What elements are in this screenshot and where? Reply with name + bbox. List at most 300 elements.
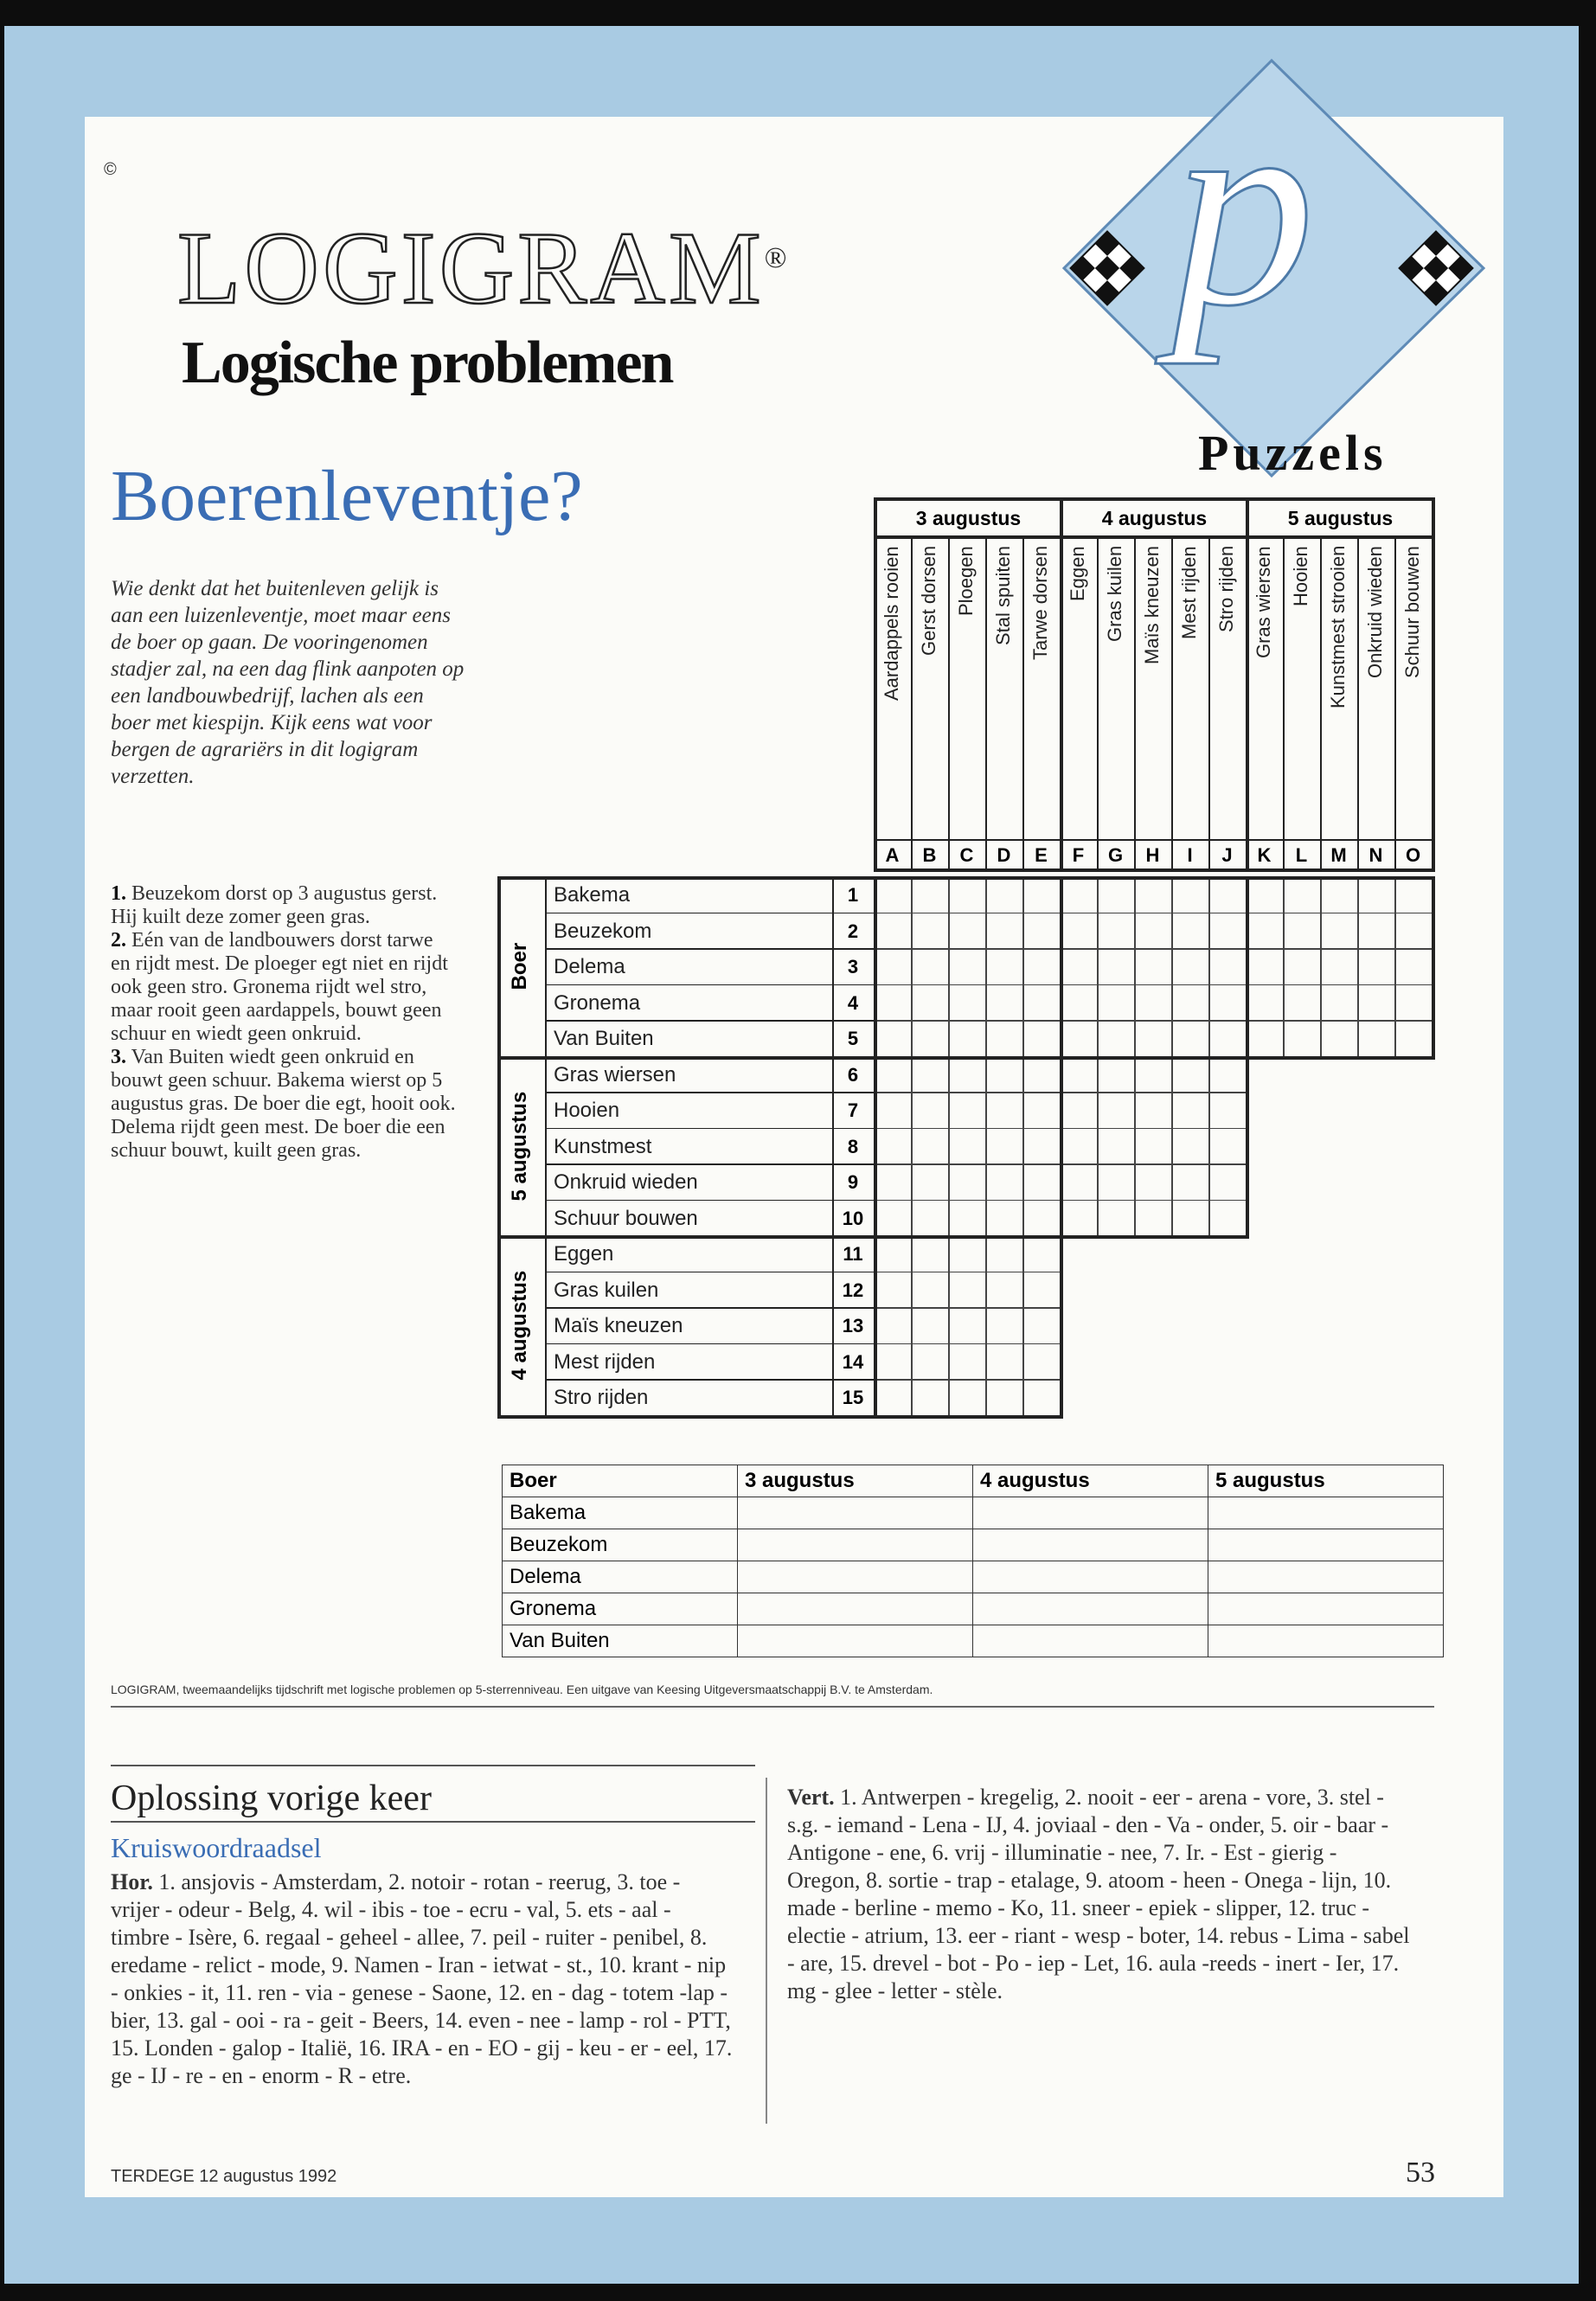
grid-cell[interactable]	[1208, 948, 1247, 985]
grid-cell[interactable]	[1320, 913, 1359, 950]
column-separator	[1134, 539, 1136, 870]
grid-cell[interactable]	[985, 1056, 1024, 1093]
grid-cell[interactable]	[1097, 1056, 1136, 1093]
grid-cell[interactable]	[1171, 1092, 1210, 1129]
solution-row-label: Delema	[503, 1561, 738, 1593]
grid-cell[interactable]	[1022, 1272, 1061, 1309]
grid-cell[interactable]	[1357, 1020, 1396, 1057]
grid-cell[interactable]	[911, 984, 950, 1022]
publisher-footnote: LOGIGRAM, tweemaandelijks tijdschrift met logische problemen op 5-sterrenniveau. Een uitgave van Keesing Uitgeversmaatschappij B.V. te Amsterdam.	[111, 1682, 933, 1696]
column-label: Aardappels rooien	[881, 546, 902, 701]
grid-cell[interactable]	[1022, 1092, 1061, 1129]
grid-cell[interactable]	[1097, 1200, 1136, 1237]
row-group-separator	[545, 1235, 547, 1415]
grid-cell[interactable]	[1171, 1020, 1210, 1057]
grid-cell[interactable]	[1394, 984, 1433, 1022]
grid-cell[interactable]	[874, 1307, 913, 1344]
column-label: Ploegen	[955, 546, 977, 616]
grid-cell[interactable]	[874, 1092, 913, 1129]
grid-cell[interactable]	[911, 1379, 950, 1416]
answer-cell[interactable]	[1208, 1497, 1444, 1529]
grid-cell[interactable]	[1134, 913, 1173, 950]
column-letter: G	[1107, 844, 1124, 866]
column-separator	[985, 539, 987, 870]
divider	[111, 1706, 1434, 1708]
column-separator	[1022, 539, 1024, 870]
grid-cell[interactable]	[948, 913, 987, 950]
grid-cell[interactable]	[985, 1235, 1024, 1272]
row-number: 9	[847, 1171, 859, 1193]
grid-cell[interactable]	[911, 1307, 950, 1344]
grid-cell[interactable]	[1097, 876, 1136, 913]
grid-cell[interactable]	[874, 1128, 913, 1165]
row-label: Onkruid wieden	[554, 1170, 698, 1194]
row-group-separator	[545, 876, 547, 1056]
grid-cell[interactable]	[985, 1128, 1024, 1165]
grid-cell[interactable]	[1394, 948, 1433, 985]
answer-cell[interactable]	[973, 1625, 1208, 1657]
grid-cell[interactable]	[1208, 984, 1247, 1022]
divider	[111, 1765, 755, 1766]
col-group-header: 5 augustus	[1246, 497, 1435, 539]
grid-cell[interactable]	[1208, 1020, 1247, 1057]
grid-cell[interactable]	[1171, 984, 1210, 1022]
brand-word: Puzzels	[1198, 425, 1388, 481]
grid-cell[interactable]	[1171, 1163, 1210, 1201]
grid-cell[interactable]	[948, 1020, 987, 1057]
column-letter: F	[1072, 844, 1085, 866]
row-number: 10	[842, 1207, 864, 1229]
row-group-label: Boer	[508, 942, 531, 990]
grid-cell[interactable]	[1022, 1307, 1061, 1344]
answer-cell[interactable]	[1208, 1529, 1444, 1561]
grid-cell[interactable]	[1246, 1020, 1285, 1057]
solution-row	[503, 1625, 1444, 1657]
column-separator	[1171, 539, 1173, 870]
grid-cell[interactable]	[985, 1307, 1024, 1344]
grid-cell[interactable]	[985, 948, 1024, 985]
row-group-label: 4 augustus	[508, 1270, 531, 1381]
solution-row	[503, 1593, 1444, 1625]
grid-cell[interactable]	[911, 1235, 950, 1272]
row-label: Bakema	[554, 883, 631, 907]
logigram-logo: LOGIGRAM®	[177, 210, 791, 325]
solution-row-label: Bakema	[503, 1497, 738, 1529]
puzzle-intro: Wie denkt dat het buitenleven gelijk is aan een luizenleventje, moet maar eens de boer op gaan. De vooringenomen stadjer zal, na een dag flink aanpoten op een landbouwbedrijf, lachen als een boer met kiespijn. Kijk eens wat voor bergen de agrariërs in dit logigram verzetten.	[111, 577, 465, 788]
grid-cell[interactable]	[1171, 913, 1210, 950]
grid-cell[interactable]	[1022, 1379, 1061, 1416]
page-footer: TERDEGE 12 augustus 1992	[111, 2167, 337, 2186]
row-number: 4	[847, 991, 859, 1014]
clue-3: 3. Van Buiten wiedt geen onkruid en bouwt geen schuur. Bakema wierst op 5 augustus gras. De boer die egt, hooit ook. Delema rijdt geen mest. De boer die een schuur bouwt, kuilt geen gras.	[111, 1046, 456, 1162]
grid-cell[interactable]	[1394, 876, 1433, 913]
grid-cell[interactable]	[1283, 876, 1322, 913]
grid-cell[interactable]	[1208, 1128, 1247, 1165]
grid-cell[interactable]	[1283, 984, 1322, 1022]
grid-cell[interactable]	[1097, 984, 1136, 1022]
grid-cell[interactable]	[1022, 984, 1061, 1022]
grid-cell[interactable]	[911, 1163, 950, 1201]
column-separator	[911, 539, 913, 870]
column-letter: C	[959, 844, 974, 866]
grid-cell[interactable]	[985, 913, 1024, 950]
grid-cell[interactable]	[948, 1379, 987, 1416]
answer-cell[interactable]	[1208, 1561, 1444, 1593]
column-letter: O	[1405, 844, 1421, 866]
column-letter: D	[997, 844, 1011, 866]
row-label: Beuzekom	[554, 919, 652, 943]
col-group-header: 3 augustus	[874, 497, 1063, 539]
grid-cell[interactable]	[1134, 1092, 1173, 1129]
grid-cell[interactable]	[1320, 1020, 1359, 1057]
column-label: Tarwe dorsen	[1029, 546, 1051, 661]
column-separator	[1394, 539, 1396, 870]
grid-cell[interactable]	[948, 1128, 987, 1165]
column-separator	[1208, 539, 1210, 870]
row-separator	[545, 1200, 874, 1202]
grid-cell[interactable]	[1357, 913, 1396, 950]
answer-cell[interactable]	[1208, 1625, 1444, 1657]
grid-cell[interactable]	[1060, 1092, 1099, 1129]
solution-header-row	[503, 1465, 1444, 1497]
grid-cell[interactable]	[985, 1163, 1024, 1201]
row-separator	[545, 948, 874, 950]
header-5-augustus: 5 augustus	[1208, 1465, 1444, 1497]
column-label: Eggen	[1067, 546, 1088, 601]
grid-cell[interactable]	[1357, 876, 1396, 913]
row-number: 11	[843, 1243, 863, 1265]
brand-letter: p	[1172, 49, 1315, 365]
row-label: Stro rijden	[554, 1386, 649, 1409]
row-separator	[545, 1092, 874, 1093]
grid-cell[interactable]	[1246, 984, 1285, 1022]
grid-cell[interactable]	[1134, 1020, 1173, 1057]
column-divider	[766, 1778, 767, 2124]
grid-cell[interactable]	[1060, 948, 1099, 985]
row-label: Gras wiersen	[554, 1062, 676, 1086]
grid-cell[interactable]	[948, 1163, 987, 1201]
column-separator	[1320, 539, 1322, 870]
column-letter: N	[1368, 844, 1383, 866]
grid-cell[interactable]	[948, 1307, 987, 1344]
grid-cell[interactable]	[1320, 948, 1359, 985]
column-separator	[948, 539, 950, 870]
col-group-header: 4 augustus	[1060, 497, 1249, 539]
grid-cell[interactable]	[985, 1020, 1024, 1057]
grid-cell[interactable]	[874, 1235, 913, 1272]
row-separator	[545, 1379, 874, 1381]
grid-cell[interactable]	[948, 1056, 987, 1093]
grid-cell[interactable]	[874, 876, 913, 913]
grid-cell[interactable]	[1060, 984, 1099, 1022]
grid-cell[interactable]	[911, 1200, 950, 1237]
column-letter: H	[1145, 844, 1160, 866]
grid-cell[interactable]	[911, 876, 950, 913]
column-separator	[1357, 539, 1359, 870]
grid-cell[interactable]	[1022, 913, 1061, 950]
solution-row-label: Van Buiten	[503, 1625, 738, 1657]
row-label: Kunstmest	[554, 1134, 652, 1158]
grid-cell[interactable]	[874, 1020, 913, 1057]
grid-cell[interactable]	[1208, 876, 1247, 913]
grid-cell[interactable]	[1097, 913, 1136, 950]
clue-list	[111, 882, 457, 1163]
column-label: Mest rijden	[1178, 546, 1200, 639]
grid-cell[interactable]	[1320, 984, 1359, 1022]
grid-cell[interactable]	[1283, 1020, 1322, 1057]
grid-cell[interactable]	[948, 1272, 987, 1309]
row-label: Schuur bouwen	[554, 1206, 698, 1230]
column-label: Schuur bouwen	[1401, 546, 1423, 678]
grid-cell[interactable]	[911, 1056, 950, 1093]
column-separator	[1246, 539, 1249, 870]
solution-row	[503, 1497, 1444, 1529]
grid-cell[interactable]	[1060, 1020, 1099, 1057]
clue-2: 2. Eén van de landbouwers dorst tarwe en rijdt mest. De ploeger egt niet en rijdt ook geen stro. Gronema rijdt wel stro, maar rooit geen aardappels, bouwt geen schuur en wiedt geen onkruid.	[111, 929, 448, 1045]
grid-cell[interactable]	[1283, 913, 1322, 950]
answer-cell[interactable]	[973, 1497, 1208, 1529]
grid-cell[interactable]	[948, 984, 987, 1022]
column-letter: J	[1221, 844, 1233, 866]
grid-cell[interactable]	[1134, 984, 1173, 1022]
grid-cell[interactable]	[874, 1056, 913, 1093]
grid-cell[interactable]	[1171, 1056, 1210, 1093]
grid-cell[interactable]	[1060, 1056, 1099, 1093]
grid-cell[interactable]	[1022, 876, 1061, 913]
grid-cell[interactable]	[1246, 913, 1285, 950]
column-letter: M	[1330, 844, 1347, 866]
column-letter: I	[1187, 844, 1193, 866]
grid-cell[interactable]	[1060, 913, 1099, 950]
solution-row	[503, 1561, 1444, 1593]
grid-cell[interactable]	[1134, 1056, 1173, 1093]
solution-vertical: Vert. 1. Antwerpen - kregelig, 2. nooit - eer - arena - vore, 3. stel - s.g. - iemand - Lena - IJ, 4. joviaal - den - Va - onder, 5. oir - baar - Antigone - ene, 6. vrij - illuminatie - nee, 7. Ir. - Est - gierig - Oregon, 8. sortie - trap - etalage, 9. atoom - heen - Onega - lijn, 10. made - berline - memo - Ko, 11. sneer - epiek - slipper, 12. truc - electie - atrium, 13. eer - riant - wesp - boter, 14. rebus - Lima - sabel - are, 15. drevel - bot - Po - iep - Let, 16. aula -reeds - inert - Ier, 17. mg - glee - letter - stèle.	[787, 1785, 1410, 2003]
row-label: Eggen	[554, 1242, 614, 1266]
row-label: Maïs kneuzen	[554, 1314, 683, 1337]
column-label: Onkruid wieden	[1364, 546, 1386, 678]
grid-cell[interactable]	[985, 1343, 1024, 1381]
grid-cell[interactable]	[1134, 1163, 1173, 1201]
grid-cell[interactable]	[1022, 1128, 1061, 1165]
row-separator	[545, 1272, 874, 1273]
solution-subheading: Kruiswoordraadsel	[111, 1832, 322, 1863]
grid-cell[interactable]	[948, 1092, 987, 1129]
grid-cell[interactable]	[911, 1092, 950, 1129]
column-label: Maïs kneuzen	[1141, 546, 1163, 664]
grid-cell[interactable]	[1097, 1128, 1136, 1165]
grid-cell[interactable]	[985, 984, 1024, 1022]
row-separator	[545, 1163, 874, 1165]
solution-row	[503, 1529, 1444, 1561]
clue-1: 1. Beuzekom dorst op 3 augustus gerst. Hij kuilt deze zomer geen gras.	[111, 882, 438, 928]
solution-heading: Oplossing vorige keer	[111, 1779, 432, 1818]
row-number: 3	[847, 956, 859, 977]
grid-cell[interactable]	[874, 913, 913, 950]
grid-cell[interactable]	[874, 1272, 913, 1309]
column-separator	[1283, 539, 1285, 870]
column-label: Gras wiersen	[1253, 546, 1274, 658]
column-letter: A	[885, 844, 900, 866]
row-number-separator	[832, 876, 834, 1056]
grid-cell[interactable]	[1097, 1092, 1136, 1129]
answer-cell[interactable]	[738, 1593, 973, 1625]
answer-cell[interactable]	[973, 1529, 1208, 1561]
row-number: 14	[842, 1350, 864, 1373]
column-label: Gras kuilen	[1104, 546, 1125, 643]
answer-cell[interactable]	[738, 1561, 973, 1593]
grid-cell[interactable]	[1022, 948, 1061, 985]
grid-cell[interactable]	[1171, 1128, 1210, 1165]
grid-cell[interactable]	[1060, 1128, 1099, 1165]
grid-cell[interactable]	[1394, 913, 1433, 950]
column-label: Gerst dorsen	[918, 546, 939, 657]
row-separator	[545, 1128, 874, 1130]
row-number: 8	[847, 1135, 859, 1157]
grid-cell[interactable]	[985, 1272, 1024, 1309]
grid-cell[interactable]	[985, 1200, 1024, 1237]
grid-cell[interactable]	[1357, 984, 1396, 1022]
grid-cell[interactable]	[1022, 1056, 1061, 1093]
header-boer: Boer	[503, 1465, 738, 1497]
row-number: 2	[847, 920, 859, 942]
column-label: Stal spuiten	[992, 546, 1014, 645]
row-separator	[545, 1343, 874, 1345]
grid-cell[interactable]	[911, 1272, 950, 1309]
grid-cell[interactable]	[1097, 1020, 1136, 1057]
divider	[111, 1821, 755, 1823]
grid-cell[interactable]	[948, 876, 987, 913]
grid-cell[interactable]	[874, 1200, 913, 1237]
grid-cell[interactable]	[1022, 1200, 1061, 1237]
row-group-label: 5 augustus	[508, 1090, 531, 1201]
grid-cell[interactable]	[1283, 948, 1322, 985]
row-number: 1	[847, 884, 859, 906]
grid-cell[interactable]	[1022, 1235, 1061, 1272]
row-number: 7	[847, 1099, 859, 1121]
subtitle: Logische problemen	[182, 330, 673, 396]
answer-cell[interactable]	[973, 1593, 1208, 1625]
answer-cell[interactable]	[1208, 1593, 1444, 1625]
grid-cell[interactable]	[874, 984, 913, 1022]
grid-cell[interactable]	[1134, 1200, 1173, 1237]
grid-cell[interactable]	[1022, 1163, 1061, 1201]
row-number-separator	[832, 1235, 834, 1415]
grid-cell[interactable]	[1134, 876, 1173, 913]
grid-cell[interactable]	[1171, 1200, 1210, 1237]
header-4-augustus: 4 augustus	[973, 1465, 1208, 1497]
grid-cell[interactable]	[1060, 876, 1099, 913]
answer-cell[interactable]	[738, 1625, 973, 1657]
answer-cell[interactable]	[738, 1529, 973, 1561]
grid-cell[interactable]	[948, 948, 987, 985]
grid-cell[interactable]	[1022, 1343, 1061, 1381]
header-3-augustus: 3 augustus	[738, 1465, 973, 1497]
row-number: 15	[842, 1387, 864, 1408]
grid-cell[interactable]	[911, 1343, 950, 1381]
column-letter: L	[1295, 844, 1308, 866]
grid-cell[interactable]	[1171, 948, 1210, 985]
solution-horizontal: Hor. 1. ansjovis - Amsterdam, 2. notoir - rotan - reerug, 3. toe - vrijer - odeur - Belg, 4. wil - ibis - toe - ecru - val, 5. ets - aal - timbre - Isère, 6. regaal - geheel - allee, 7. peil - ruiter - penibel, 8. eredame - relict - mode, 9. Namen - Iran - ietwat - st., 10. krant - nip - onkies - it, 11. ren - via - genese - Saone, 12. en - dag - totem -lap - bier, 13. gal - ooi - ra - geit - Beers, 14. even - nee - lamp - rol - PTT, 15. Londen - galop - Italië, 16. IRA - en - EO - gij - keu - er - eel, 17. ge - IJ - re - en - enorm - R - etre.	[111, 1869, 733, 2088]
grid-cell[interactable]	[1022, 1020, 1061, 1057]
row-label: Hooien	[554, 1099, 620, 1122]
row-separator	[545, 913, 874, 914]
row-number: 6	[847, 1063, 859, 1086]
column-letter: K	[1257, 844, 1272, 866]
row-label: Gras kuilen	[554, 1278, 659, 1302]
grid-cell[interactable]	[911, 913, 950, 950]
column-separator	[1060, 539, 1063, 870]
grid-cell[interactable]	[1246, 876, 1285, 913]
grid-cell[interactable]	[985, 1379, 1024, 1416]
solution-table	[502, 1465, 1444, 1657]
row-group-separator	[545, 1056, 547, 1236]
grid-cell[interactable]	[1208, 1056, 1247, 1093]
row-separator	[545, 1307, 874, 1309]
grid-cell[interactable]	[1208, 913, 1247, 950]
grid-cell[interactable]	[1357, 948, 1396, 985]
grid-cell[interactable]	[1246, 948, 1285, 985]
grid-cell[interactable]	[985, 1092, 1024, 1129]
grid-cell[interactable]	[911, 948, 950, 985]
grid-cell[interactable]	[1134, 1128, 1173, 1165]
grid-cell[interactable]	[948, 1343, 987, 1381]
grid-cell[interactable]	[1134, 948, 1173, 985]
row-label: Van Buiten	[554, 1027, 654, 1050]
column-label: Stro rijden	[1215, 546, 1237, 633]
row-number-separator	[832, 1056, 834, 1236]
puzzle-title: Boerenleventje?	[111, 456, 583, 536]
grid-cell[interactable]	[911, 1020, 950, 1057]
grid-cell[interactable]	[1060, 1200, 1099, 1237]
column-separator	[1097, 539, 1099, 870]
solution-row-label: Gronema	[503, 1593, 738, 1625]
grid-cell[interactable]	[874, 948, 913, 985]
row-separator	[545, 1020, 874, 1022]
row-label: Mest rijden	[554, 1349, 656, 1374]
answer-cell[interactable]	[973, 1561, 1208, 1593]
grid-cell[interactable]	[1171, 876, 1210, 913]
row-number: 5	[847, 1028, 859, 1049]
solution-row-label: Beuzekom	[503, 1529, 738, 1561]
grid-cell[interactable]	[874, 1163, 913, 1201]
grid-cell[interactable]	[1320, 876, 1359, 913]
row-label: Gronema	[554, 990, 641, 1015]
column-label: Kunstmest strooien	[1327, 546, 1349, 709]
grid-cell[interactable]	[874, 1379, 913, 1416]
page-number: 53	[1406, 2157, 1435, 2189]
row-separator	[545, 984, 874, 986]
grid-cell[interactable]	[874, 1343, 913, 1381]
grid-cell[interactable]	[948, 1200, 987, 1237]
grid-cell[interactable]	[911, 1128, 950, 1165]
answer-cell[interactable]	[738, 1497, 973, 1529]
row-label: Delema	[554, 955, 625, 978]
column-label: Hooien	[1290, 546, 1311, 606]
copyright-mark: ©	[104, 160, 117, 179]
grid-cell[interactable]	[1097, 948, 1136, 985]
row-number: 12	[842, 1279, 864, 1301]
letter-row-line	[874, 839, 1435, 841]
grid-cell[interactable]	[1208, 1092, 1247, 1129]
grid-cell[interactable]	[1208, 1200, 1247, 1237]
grid-cell[interactable]	[948, 1235, 987, 1272]
grid-cell[interactable]	[1394, 1020, 1433, 1057]
grid-cell[interactable]	[1060, 1163, 1099, 1201]
grid-cell[interactable]	[1208, 1163, 1247, 1201]
grid-cell[interactable]	[985, 876, 1024, 913]
row-number: 13	[842, 1315, 864, 1336]
grid-cell[interactable]	[1097, 1163, 1136, 1201]
